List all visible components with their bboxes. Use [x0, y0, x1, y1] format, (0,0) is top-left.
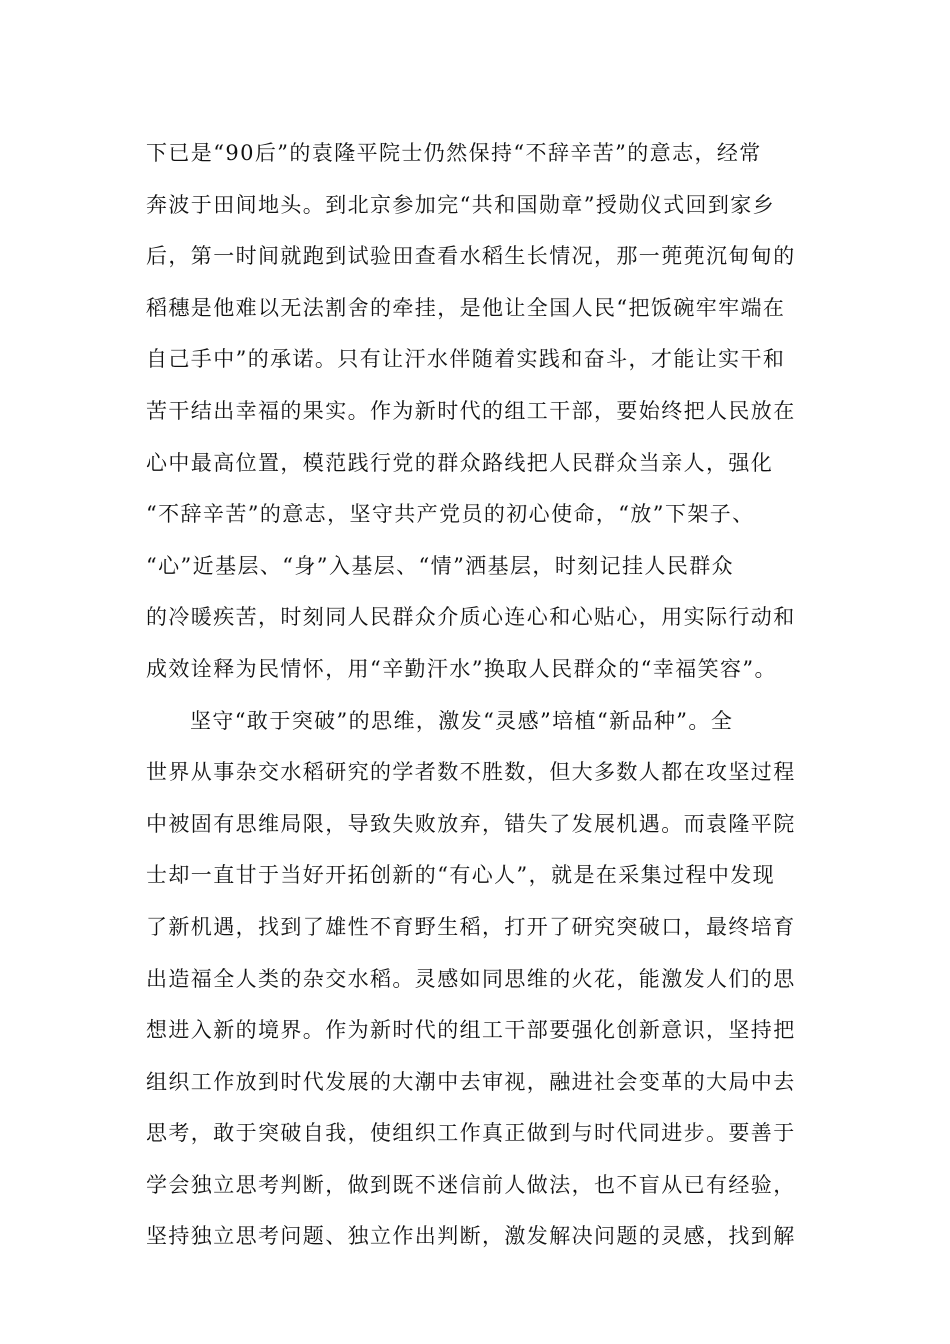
text-line-1: 下已是“90后”的袁隆平院士仍然保持“不辞辛苦”的意志，经常: [146, 141, 762, 165]
text-line-3: 后，第一时间就跑到试验田查看水稻生长情况，那一蔸蔸沉甸甸的: [146, 244, 796, 269]
text-line-5: 自己手中”的承诺。只有让汗水伴随着实践和奋斗，才能让实干和: [146, 347, 786, 372]
text-line-22: 坚持独立思考问题、独立作出判断，激发解决问题的灵感，找到解: [146, 1224, 796, 1249]
text-line-20: 思考，敢于突破自我，使组织工作真正做到与时代同进步。要善于: [146, 1121, 796, 1146]
text-line-6: 苦干结出幸福的果实。作为新时代的组工干部，要始终把人民放在: [146, 398, 796, 423]
text-line-21: 学会独立思考判断，做到既不迷信前人做法，也不盲从已有经验，: [146, 1172, 796, 1197]
body-text: [146, 128, 806, 1263]
text-line-11: 成效诠释为民情怀，用“辛勤汗水”换取人民群众的“幸福笑容”。: [146, 656, 777, 681]
text-line-14: 中被固有思维局限，导致失败放弃，错失了发展机遇。而袁隆平院: [146, 811, 796, 836]
text-line-15: 士却一直甘于当好开拓创新的“有心人”，就是在采集过程中发现: [146, 863, 776, 888]
text-line-2: 奔波于田间地头。到北京参加完“共和国勋章”授勋仪式回到家乡: [146, 192, 776, 217]
text-line-16: 了新机遇，找到了雄性不育野生稻，打开了研究突破口，最终培育: [146, 914, 796, 939]
paragraph-start-line: 坚守“敢于突破”的思维，激发“灵感”培植“新品种”。全: [190, 708, 734, 733]
text-line-8: “不辞辛苦”的意志，坚守共产党员的初心使命，“放”下架子、: [146, 502, 755, 527]
text-line-17: 出造福全人类的杂交水稻。灵感如同思维的火花，能激发人们的思: [146, 966, 796, 991]
text-line-10: 的冷暖疾苦，时刻同人民群众介质心连心和心贴心，用实际行动和: [146, 605, 796, 630]
text-line-13: 世界从事杂交水稻研究的学者数不胜数，但大多数人都在攻坚过程: [146, 760, 796, 785]
text-line-9: “心”近基层、“身”入基层、“情”洒基层，时刻记挂人民群众: [146, 553, 735, 578]
text-line-19: 组织工作放到时代发展的大潮中去审视，融进社会变革的大局中去: [146, 1069, 796, 1094]
text-line-4: 稻穗是他难以无法割舍的牵挂，是他让全国人民“把饭碗牢牢端在: [146, 295, 786, 320]
text-line-18: 想进入新的境界。作为新时代的组工干部要强化创新意识，坚持把: [146, 1018, 796, 1043]
text-line-7: 心中最高位置，模范践行党的群众路线把人民群众当亲人，强化: [146, 450, 774, 475]
